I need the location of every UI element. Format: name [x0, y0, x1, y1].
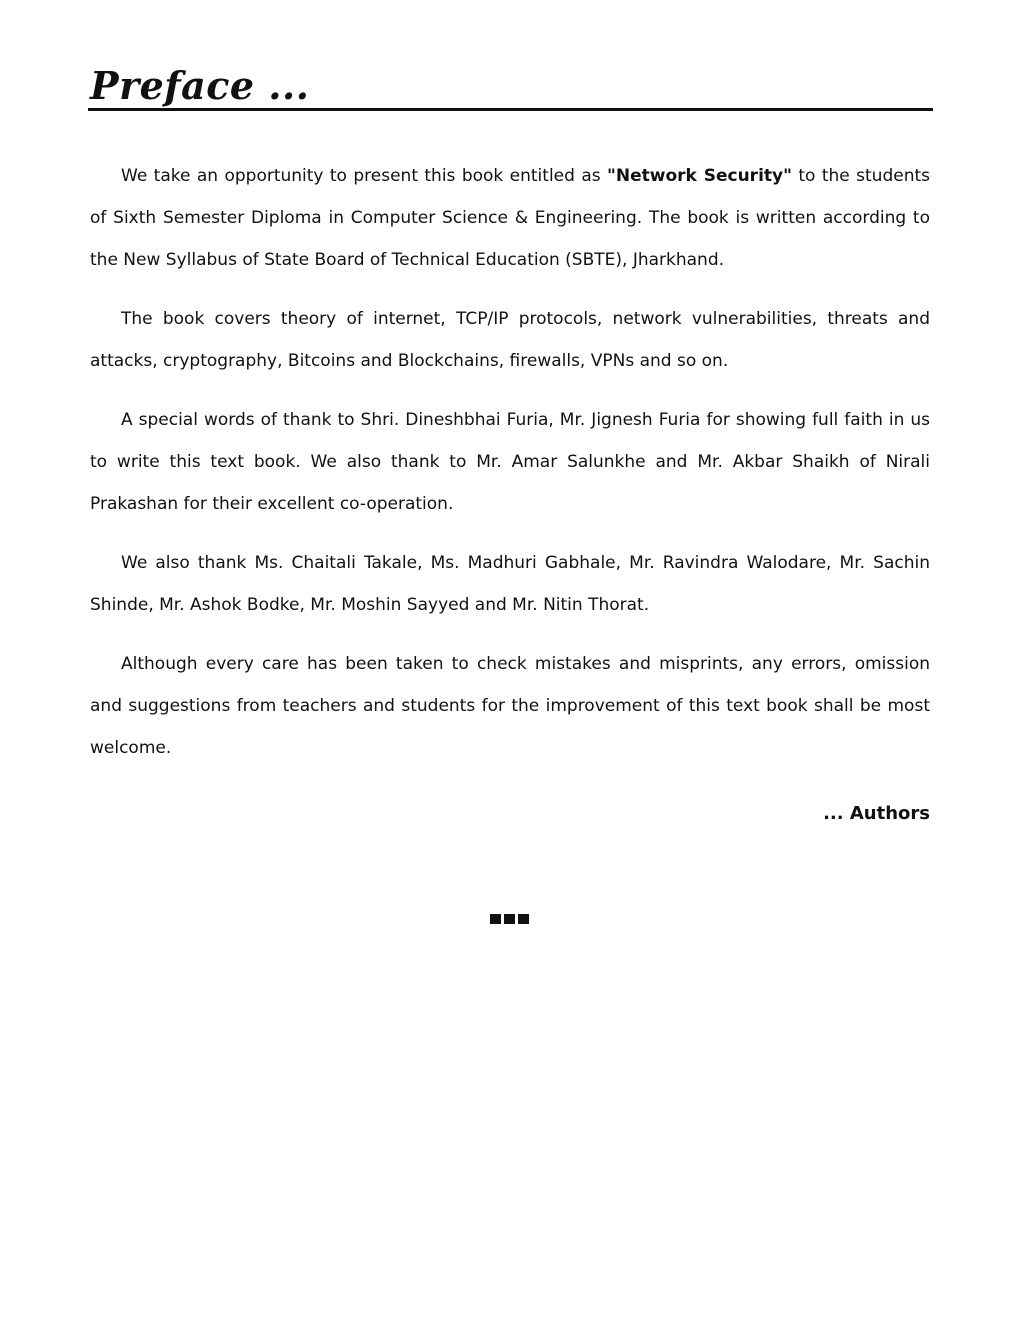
end-square-icon — [518, 914, 529, 924]
paragraph-thanks-colleagues: We also thank Ms. Chaitali Takale, Ms. Madhuri Gabhale, Mr. Ravindra Walodare, Mr. Sachin Shinde, Mr. Ashok Bodke, Mr. Moshin Sayyed and Mr. Nitin Thorat. — [90, 553, 930, 615]
paragraph-feedback: Although every care has been taken to check mistakes and misprints, any errors, omission and suggestions from teachers and students for the improvement of this text book shall be most welcome. — [90, 654, 930, 758]
paragraph-intro-rest: to the students of Sixth Semester Diploma in Computer Science & Engineering. The book is written according to the New Syllabus of State Board of Technical Education (SBTE), Jharkhand. — [90, 166, 930, 270]
end-square-icon — [490, 914, 501, 924]
paragraph-intro — [90, 155, 930, 281]
page-title: Preface ... — [90, 63, 310, 108]
three-black-squares-icon — [490, 914, 529, 924]
paragraph-intro-lead: We take an opportunity to present this book entitled as — [121, 166, 607, 186]
paragraph-coverage: The book covers theory of internet, TCP/IP protocols, network vulnerabilities, threats and attacks, cryptography, Bitcoins and Blockchains, firewalls, VPNs and so on. — [90, 309, 930, 371]
book-title: "Network Security" — [607, 166, 792, 186]
paragraph-thanks-publisher: A special words of thank to Shri. Dineshbhai Furia, Mr. Jignesh Furia for showing full faith in us to write this text book. We also thank to Mr. Amar Salunkhe and Mr. Akbar Shaikh of Nirali Prakashan for their excellent co-operation. — [90, 410, 930, 514]
end-square-icon — [504, 914, 515, 924]
preface-body — [90, 155, 930, 786]
title-underline — [88, 108, 933, 111]
authors-signature: ... Authors — [823, 803, 930, 824]
